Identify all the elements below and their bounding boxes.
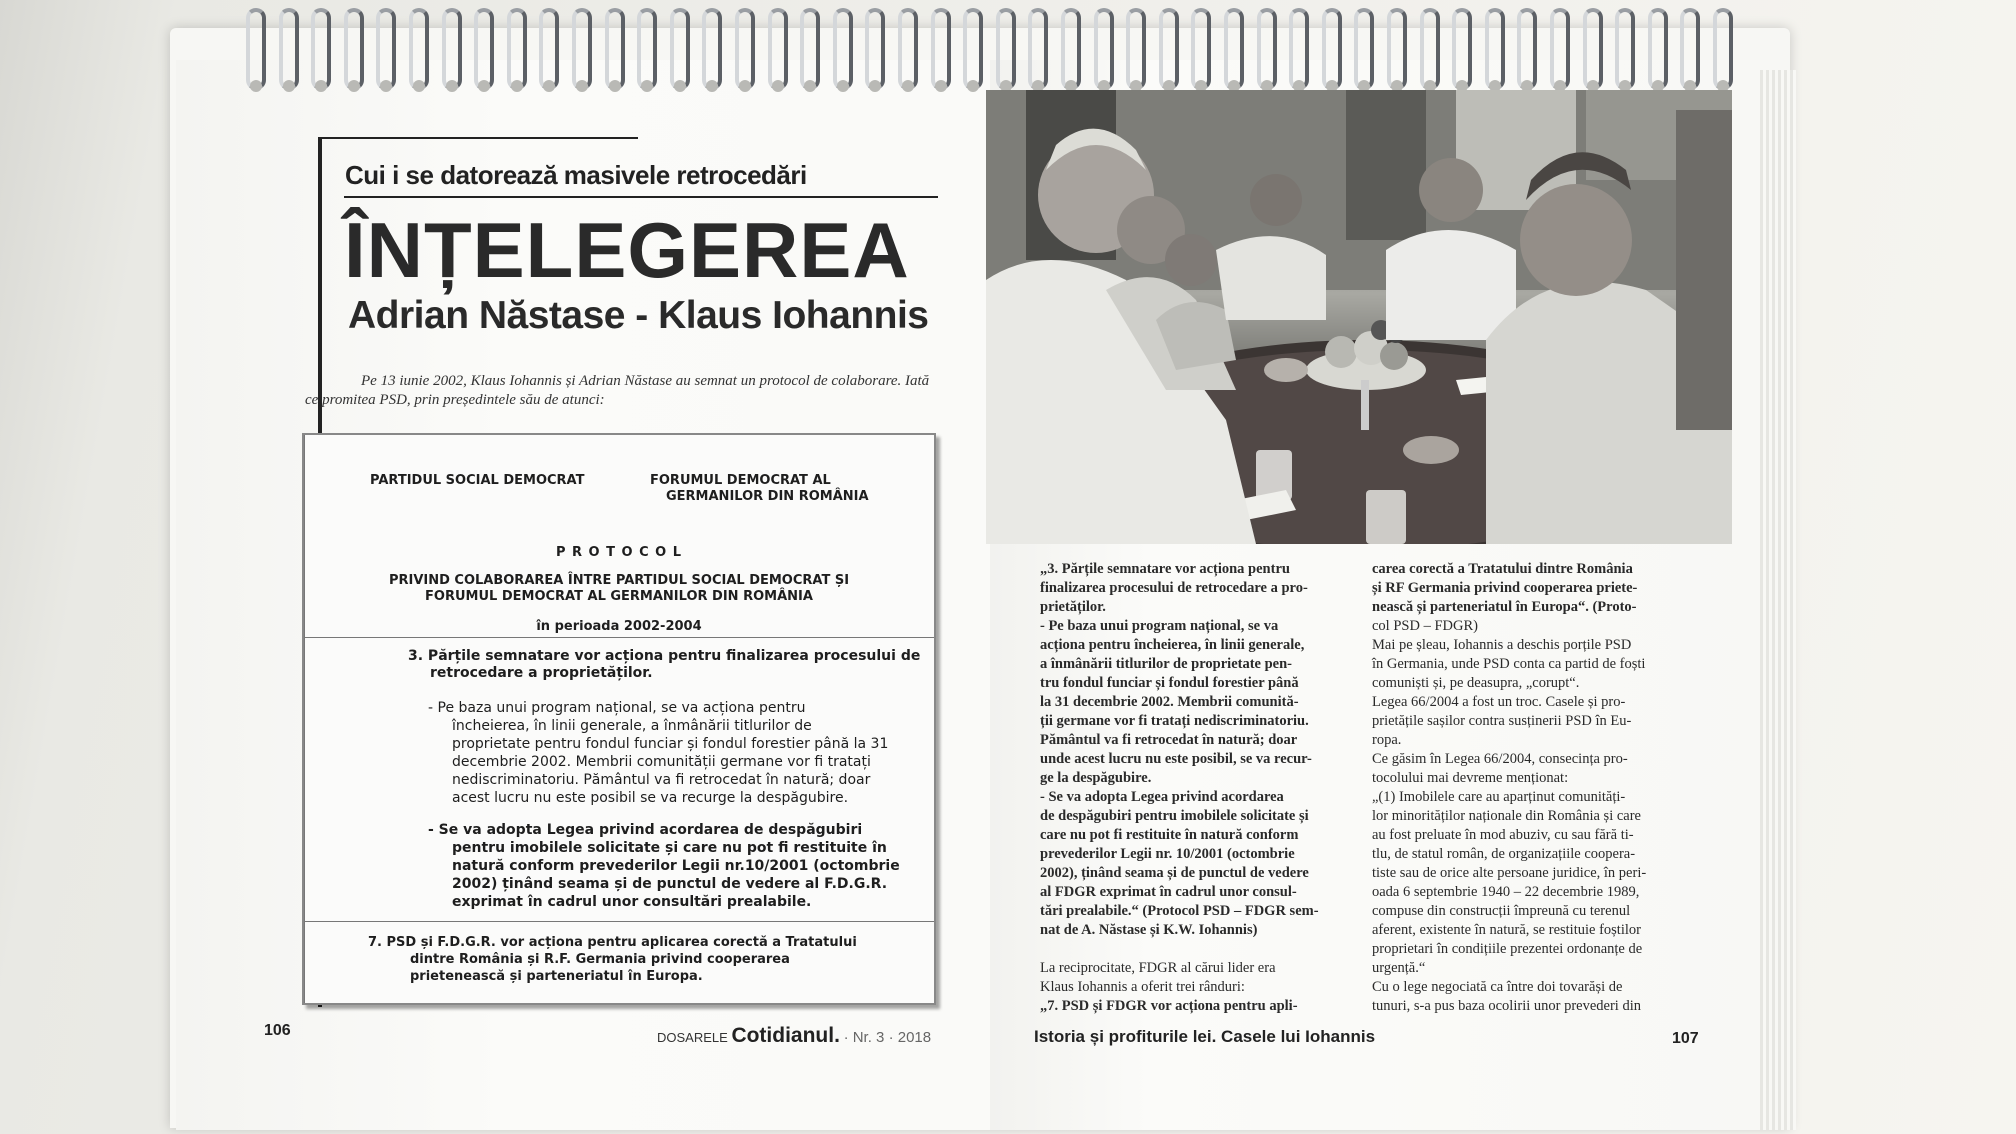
article-line: proprietari în condițiile prezentei ordonanțe de (1372, 941, 1643, 957)
spiral-coil (1387, 8, 1407, 90)
article-line: oada 6 septembrie 1940 – 22 decembrie 1989, (1372, 884, 1640, 900)
doc-divider-2 (304, 921, 934, 922)
article-line: care nu pot fi restituite în natură conform (1040, 827, 1299, 843)
bullet1-line: - Pe baza unui program național, se va acționa pentru (428, 700, 806, 716)
binding-hole (446, 80, 458, 92)
spiral-coil (1322, 8, 1342, 90)
article-line: comuniști și, pe deasupra, „corupt“. (1372, 675, 1580, 691)
spiral-coil (1485, 8, 1505, 90)
binding-hole (283, 80, 295, 92)
article-line: ții germane vor fi tratați nediscriminatoriu. (1040, 713, 1309, 729)
binding-hole (967, 80, 979, 92)
article-line: lor minorităților naționale din România și care (1372, 808, 1641, 824)
bullet1-line: decembrie 2002. Membrii comunității germane vor fi tratați (452, 754, 871, 770)
article-line: La reciprocitate, FDGR al cărui lider era (1040, 960, 1276, 976)
spiral-coil (1028, 8, 1048, 90)
binding-hole (380, 80, 392, 92)
meeting-photo (986, 90, 1732, 544)
footer-brand: Cotidianul. (731, 1024, 840, 1047)
party-right-line2: GERMANILOR DIN ROMÂNIA (666, 489, 869, 504)
article-line: - Pe baza unui program național, se va (1040, 618, 1279, 634)
bullet1-line: acest lucru nu este posibil se va recurge la despăgubire. (452, 790, 849, 806)
spiral-coil (1583, 8, 1603, 90)
protocol-document-scan (302, 433, 936, 1005)
article-line: al FDGR exprimat în cadrul unor consul- (1040, 884, 1297, 900)
article-line: „3. Părțile semnatare vor acționa pentru (1040, 561, 1290, 577)
bullet1-line: nediscriminatoriu. Pământul va fi retrocedat în natură; doar (452, 772, 871, 788)
article-line: tunuri, s-a pus baza ocolirii unor prevederi din (1372, 998, 1641, 1014)
spiral-coil (1126, 8, 1146, 90)
spiral-coil (1648, 8, 1668, 90)
article-line: ropa. (1372, 732, 1402, 748)
protocol-subtitle-line2: FORUMUL DEMOCRAT AL GERMANILOR DIN ROMÂNIA (425, 589, 813, 604)
point7-line: dintre România și R.F. Germania privind cooperarea (410, 952, 790, 967)
spiral-coil (963, 8, 983, 90)
article-line: aferent, existente în natură, se restituie foștilor (1372, 922, 1641, 938)
binding-hole (641, 80, 653, 92)
binding-hole (869, 80, 881, 92)
binding-hole (413, 80, 425, 92)
binding-hole (739, 80, 751, 92)
article-line: compuse din construcții împreună cu terenul (1372, 903, 1631, 919)
article-line: prevederilor Legii nr. 10/2001 (octombrie (1040, 846, 1295, 862)
spiral-coil (474, 8, 494, 90)
article-line: nească și parteneriatul în Europa“. (Proto- (1372, 599, 1637, 615)
spiral-coil (279, 8, 299, 90)
article-line: ge la despăgubire. (1040, 770, 1152, 786)
article-line: a înmânării titlurilor de proprietate pen- (1040, 656, 1292, 672)
point7-line: 7. PSD și F.D.G.R. vor acționa pentru aplicarea corectă a Tratatului (368, 935, 857, 950)
spiral-coil (996, 8, 1016, 90)
article-line: urgență.“ (1372, 960, 1426, 976)
spiral-coil (539, 8, 559, 90)
section-footer-title: Istoria și profiturile lei. Casele lui Iohannis (1034, 1027, 1376, 1046)
article-line: Ce găsim în Legea 66/2004, consecința pro- (1372, 751, 1628, 767)
binding-hole (772, 80, 784, 92)
kicker-rule (344, 196, 938, 198)
protocol-period: în perioada 2002-2004 (536, 619, 702, 634)
article-line: tru fondul funciar și fondul forestier până (1040, 675, 1299, 691)
article-line: prietăților. (1040, 599, 1106, 615)
kicker: Cui i se datorează masivele retrocedări (345, 160, 807, 190)
spiral-coil (800, 8, 820, 90)
binding-hole (543, 80, 555, 92)
spiral-coil (376, 8, 396, 90)
page-number-right: 107 (1672, 1030, 1699, 1047)
spiral-coil (311, 8, 331, 90)
spiral-coil (1257, 8, 1277, 90)
spiral-coil (1224, 8, 1244, 90)
spiral-coil (865, 8, 885, 90)
article-line: Klaus Iohannis a oferit trei rânduri: (1040, 979, 1245, 995)
bullet2-line: exprimat în cadrul unor consultări prealabile. (452, 894, 812, 910)
spiral-coil (1452, 8, 1472, 90)
article-line: Mai pe șleau, Iohannis a deschis porțile PSD (1372, 637, 1632, 653)
spiral-coil (605, 8, 625, 90)
spiral-coil (344, 8, 364, 90)
spiral-coil (898, 8, 918, 90)
spiral-coil (1191, 8, 1211, 90)
point3-line1: 3. Părțile semnatare vor acționa pentru finalizarea procesului de (408, 648, 921, 664)
article-line: tări prealabile.“ (Protocol PSD – FDGR sem- (1040, 903, 1319, 919)
spiral-coil (442, 8, 462, 90)
binding-hole (609, 80, 621, 92)
article-line: tocolului mai devreme menționat: (1372, 770, 1569, 786)
bullet1-line: proprietate pentru fondul funciar și fondul forestier până la 31 (452, 736, 889, 752)
spiral-coil (768, 8, 788, 90)
spiral-coil (1289, 8, 1309, 90)
spiral-coil (1061, 8, 1081, 90)
article-line: finalizarea procesului de retrocedare a pro- (1040, 580, 1308, 596)
spiral-coil (507, 8, 527, 90)
point7-line: prietenească și parteneriatul în Europa. (410, 969, 703, 984)
spiral-coil (246, 8, 266, 90)
spiral-coil (637, 8, 657, 90)
intro-paragraph: Pe 13 iunie 2002, Klaus Iohannis și Adrian Năstase au semnat un protocol de colaborare. Iată ce promitea PSD, prin președintele său de atunci: (305, 373, 930, 408)
subheadline: Adrian Năstase - Klaus Iohannis (348, 294, 929, 337)
article-line: tiste sau de orice alte persoane juridice, în peri- (1372, 865, 1647, 881)
spiral-binding (246, 8, 1746, 98)
spiral-coil (1713, 8, 1733, 90)
binding-hole (804, 80, 816, 92)
bullet2-line: pentru imobilele solicitate și care nu pot fi restituite în (452, 840, 887, 856)
article-line: Legea 66/2004 a fost un troc. Casele și pro- (1372, 694, 1626, 710)
spiral-coil (735, 8, 755, 90)
footer-prefix: DOSARELE (657, 1030, 728, 1045)
protocol-subtitle-line1: PRIVIND COLABORAREA ÎNTRE PARTIDUL SOCIAL DEMOCRAT ȘI (388, 573, 850, 588)
spiral-coil (572, 8, 592, 90)
magazine-footer (657, 1024, 931, 1048)
article-line: - Se va adopta Legea privind acordarea (1040, 789, 1284, 805)
binding-hole (935, 80, 947, 92)
bullet2-line: natură conform prevederilor Legii nr.10/2001 (octombrie (452, 858, 900, 874)
spiral-coil (1094, 8, 1114, 90)
spiral-coil (833, 8, 853, 90)
bullet2-line: - Se va adopta Legea privind acordarea de despăgubiri (428, 822, 863, 838)
bullet1-line: încheierea, în linii generale, a înmânării titlurilor de (452, 718, 812, 734)
spiral-coil (1159, 8, 1179, 90)
party-right-line1: FORUMUL DEMOCRAT AL (650, 473, 831, 488)
footer-issue: · Nr. 3 · 2018 (843, 1029, 932, 1046)
bullet2-line: 2002) ținând seama și de punctul de vedere al F.D.G.R. (452, 876, 888, 892)
article-column-1 (1040, 560, 1356, 1016)
article-line: carea corectă a Tratatului dintre România (1372, 561, 1633, 577)
binding-hole (576, 80, 588, 92)
protocol-title: P R O T O C O L (555, 545, 683, 560)
page-stack-edge (1760, 70, 1796, 1130)
article-line: de despăgubiri pentru imobilele solicitate și (1040, 808, 1309, 824)
binding-hole (315, 80, 327, 92)
binding-hole (674, 80, 686, 92)
article-line: col PSD – FDGR) (1372, 618, 1478, 634)
spiral-coil (670, 8, 690, 90)
spiral-coil (1420, 8, 1440, 90)
article-line: Pământul va fi retrocedat în natură; doar (1040, 732, 1298, 748)
spiral-coil (1615, 8, 1635, 90)
binding-hole (902, 80, 914, 92)
page-number-left: 106 (264, 1022, 291, 1039)
article-line: în Germania, unde PSD conta ca partid de foști (1372, 656, 1646, 672)
article-line: „7. PSD și FDGR vor acționa pentru apli- (1040, 998, 1298, 1014)
article-line: „(1) Imobilele care au aparținut comunități- (1372, 789, 1626, 805)
headline: ÎNȚELEGEREA (344, 206, 910, 294)
binding-hole (511, 80, 523, 92)
binding-hole (478, 80, 490, 92)
article-column-2 (1372, 560, 1700, 1016)
spiral-coil (1517, 8, 1537, 90)
spiral-coil (409, 8, 429, 90)
article-line: 2002), ținând seama și de punctul de vedere (1040, 865, 1309, 881)
frame-rule-horizontal (318, 137, 638, 139)
article-line: tlu, de statul român, de organizațiile coopera- (1372, 846, 1636, 862)
spiral-coil (1354, 8, 1374, 90)
binding-hole (250, 80, 262, 92)
doc-border (304, 435, 305, 1003)
article-line: la 31 decembrie 2002. Membrii comunită- (1040, 694, 1299, 710)
article-line: Cu o lege negociată ca între doi tovarăși de (1372, 979, 1623, 995)
binding-hole (706, 80, 718, 92)
article-line: nat de A. Năstase și K.W. Iohannis) (1040, 922, 1258, 938)
article-line: și RF Germania privind cooperarea priete- (1372, 580, 1638, 596)
spiral-coil (1680, 8, 1700, 90)
article-line: prietățile sașilor contra susținerii PSD în Eu- (1372, 713, 1632, 729)
article-line: acționa pentru încheierea, în linii generale, (1040, 637, 1305, 653)
spiral-coil (931, 8, 951, 90)
point3-line2: retrocedare a proprietăților. (430, 665, 653, 681)
binding-hole (837, 80, 849, 92)
spiral-coil (702, 8, 722, 90)
spiral-coil (1550, 8, 1570, 90)
doc-divider (304, 637, 934, 638)
article-line (1040, 940, 1356, 959)
article-line: au fost preluate în mod abuziv, cu sau fără ti- (1372, 827, 1634, 843)
binding-hole (348, 80, 360, 92)
article-line: unde acest lucru nu este posibil, se va recur- (1040, 751, 1312, 767)
party-left: PARTIDUL SOCIAL DEMOCRAT (370, 473, 585, 488)
